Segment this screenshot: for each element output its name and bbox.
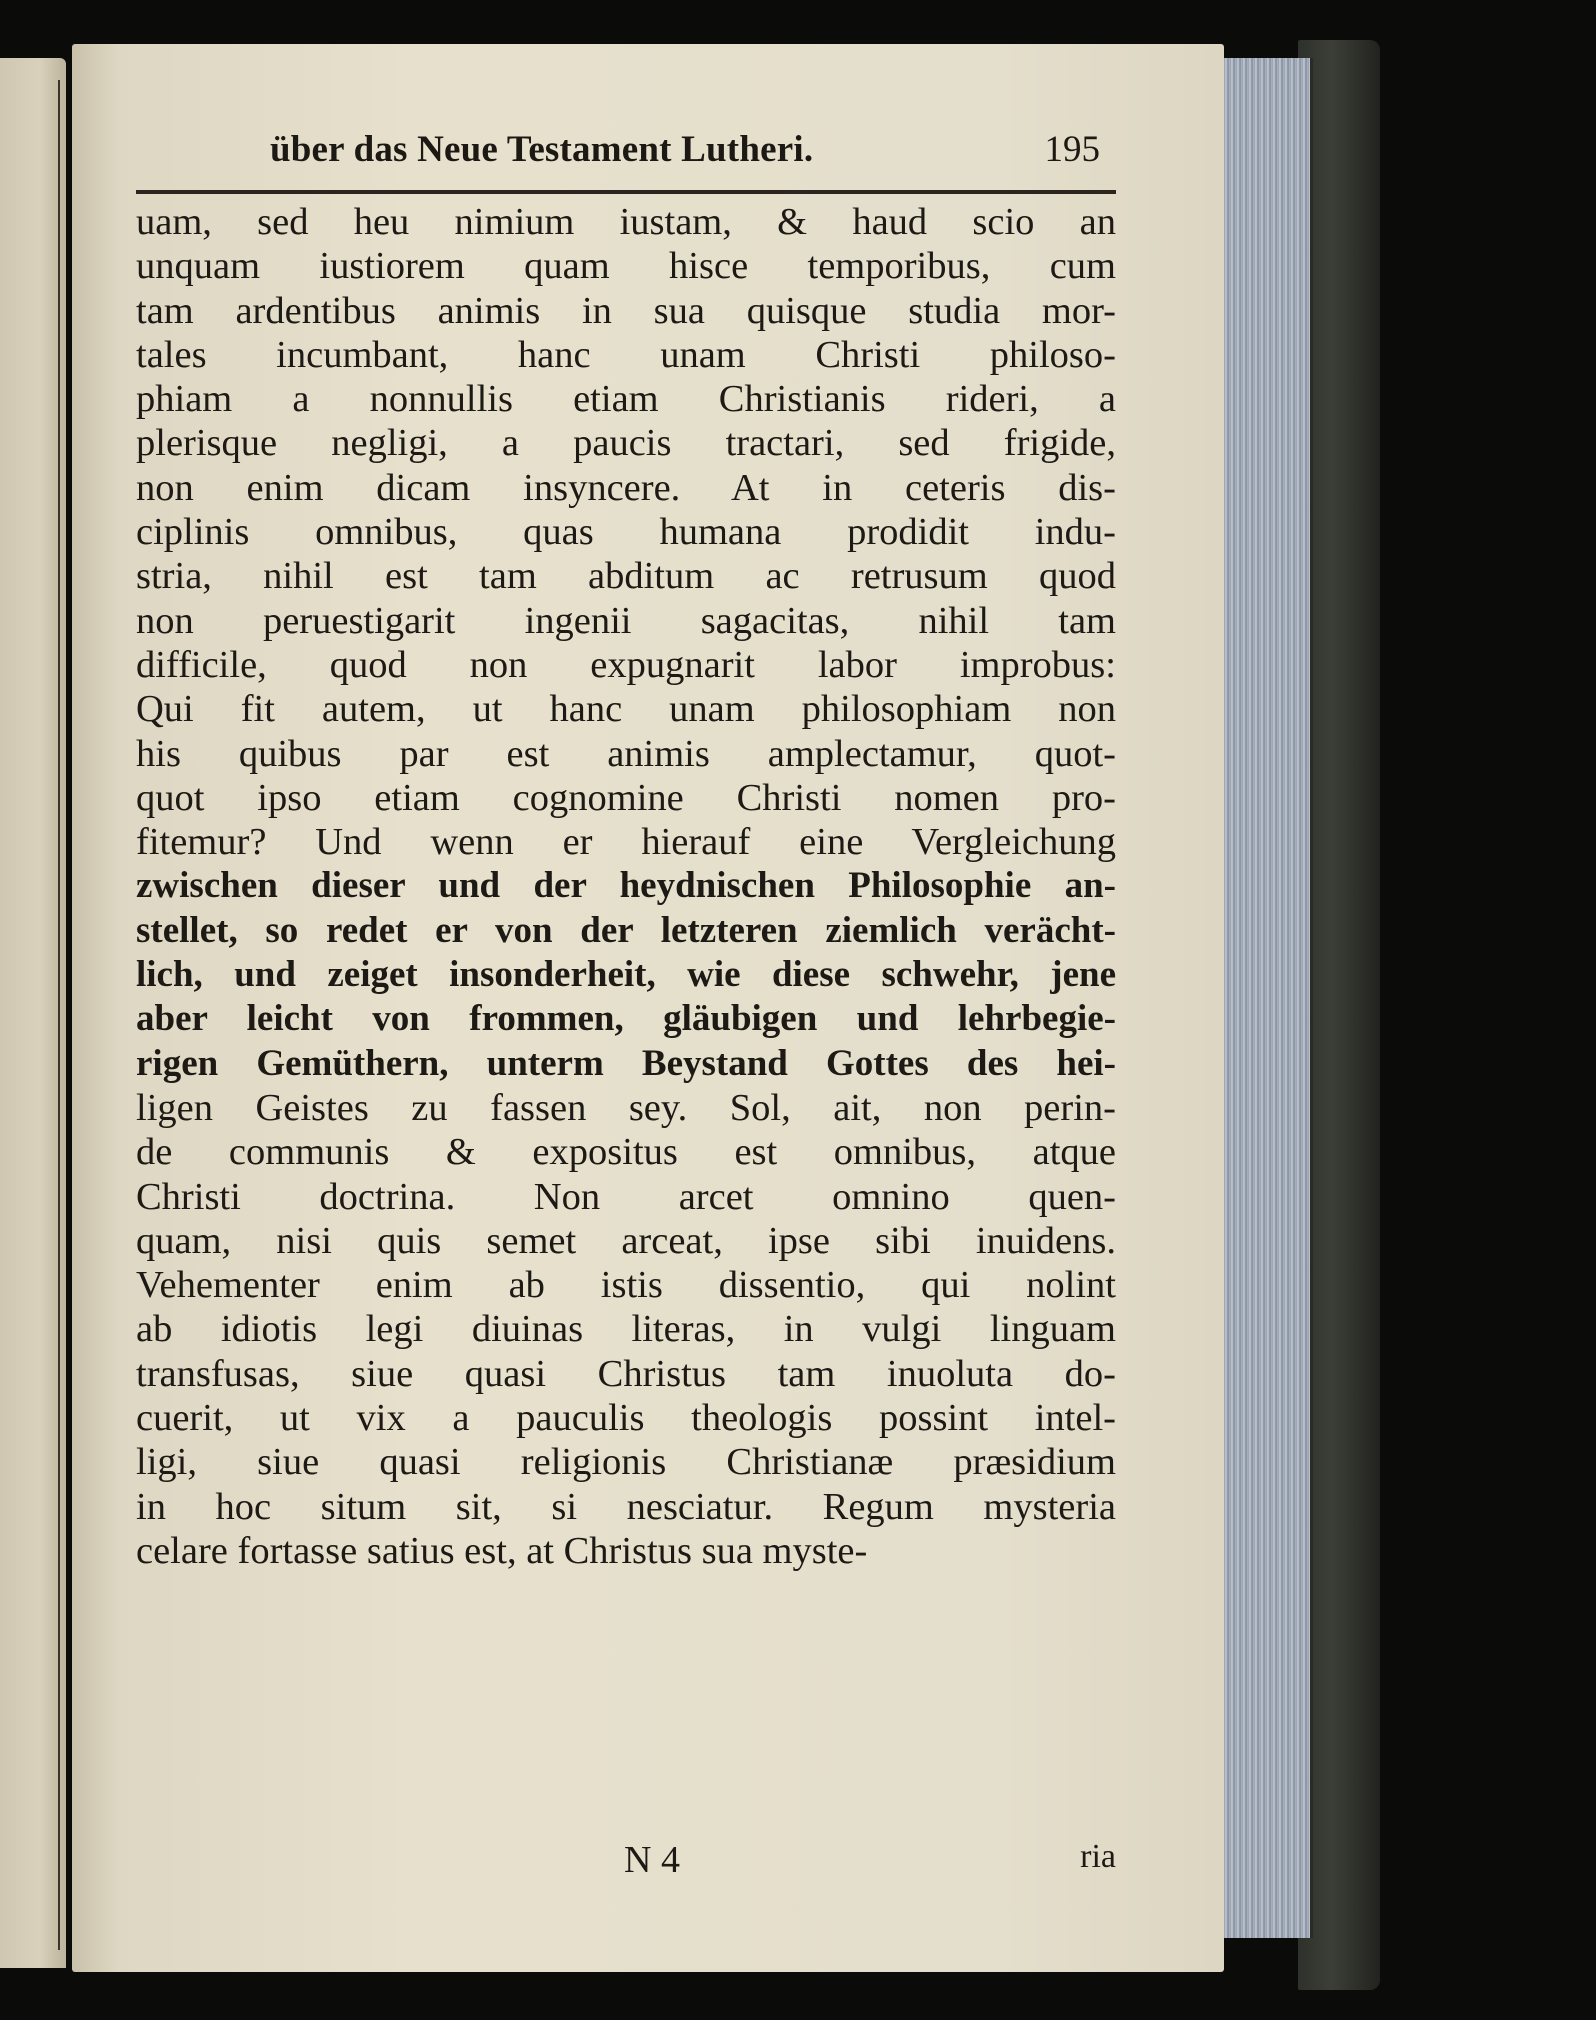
text-line: phiam a nonnullis etiam Christianis rideri, a xyxy=(136,378,1116,421)
text-line: stria, nihil est tam abditum ac retrusum quod xyxy=(136,555,1116,598)
body-text xyxy=(136,200,1116,1573)
text-line: Vehementer enim ab istis dissentio, qui nolint xyxy=(136,1264,1116,1307)
text-line: quot ipso etiam cognomine Christi nomen pro- xyxy=(136,776,1116,819)
text-line: transfusas, siue quasi Christus tam inuoluta do- xyxy=(136,1352,1116,1395)
text-line: aber leicht von frommen, gläubigen und lehrbegie- xyxy=(136,998,1116,1040)
text-line: de communis & expositus est omnibus, atque xyxy=(136,1131,1116,1174)
text-line: his quibus par est animis amplectamur, quot- xyxy=(136,732,1116,775)
text-line: ab idiotis legi diuinas literas, in vulgi linguam xyxy=(136,1308,1116,1351)
text-line: tales incumbant, hanc unam Christi philoso- xyxy=(136,333,1116,376)
text-line: cuerit, ut vix a pauculis theologis possint intel- xyxy=(136,1397,1116,1440)
facing-page-edge xyxy=(0,58,66,1968)
page-stack-edge xyxy=(1224,58,1313,1938)
signature-mark: N 4 xyxy=(624,1839,680,1881)
header-rule xyxy=(136,190,1116,194)
text-line: uam, sed heu nimium iustam, & haud scio an xyxy=(136,201,1116,243)
text-line: difficile, quod non expugnarit labor improbus: xyxy=(136,643,1116,686)
page-header xyxy=(270,128,1100,174)
text-line: tam ardentibus animis in sua quisque studia mor- xyxy=(136,289,1116,332)
text-line: non peruestigarit ingenii sagacitas, nihil tam xyxy=(136,599,1116,642)
gutter-shadow xyxy=(58,80,60,1950)
page-footer xyxy=(136,1838,1116,1888)
text-line: quam, nisi quis semet arceat, ipse sibi inuidens. xyxy=(136,1219,1116,1262)
catchword: ria xyxy=(1080,1838,1116,1875)
text-line: ciplinis omnibus, quas humana prodidit indu- xyxy=(136,511,1116,554)
text-line: plerisque negligi, a paucis tractari, sed frigide, xyxy=(136,422,1116,465)
text-line: lich, und zeiget insonderheit, wie diese schwehr, jene xyxy=(136,954,1116,996)
text-line: in hoc situm sit, si nesciatur. Regum mysteria xyxy=(136,1485,1116,1528)
text-line: celare fortasse satius est, at Christus sua myste- xyxy=(136,1529,868,1572)
page-number: 195 xyxy=(1044,129,1100,170)
text-line: ligi, siue quasi religionis Christianæ præsidium xyxy=(136,1441,1116,1484)
text-line: zwischen dieser und der heydnischen Philosophie an- xyxy=(136,865,1116,907)
text-line: Qui fit autem, ut hanc unam philosophiam non xyxy=(136,688,1116,731)
text-line: stellet, so redet er von der letzteren ziemlich verächt- xyxy=(136,909,1116,951)
text-line: rigen Gemüthern, unterm Beystand Gottes des hei- xyxy=(136,1042,1116,1084)
running-head: über das Neue Testament Lutheri. xyxy=(270,129,814,170)
text-line: ligen Geistes zu fassen sey. Sol, ait, non perin- xyxy=(136,1086,1116,1129)
text-line: fitemur? Und wenn er hierauf eine Vergleichung xyxy=(136,821,1116,864)
text-line: unquam iustiorem quam hisce temporibus, cum xyxy=(136,245,1116,288)
text-line: Christi doctrina. Non arcet omnino quen- xyxy=(136,1175,1116,1218)
text-line: non enim dicam insyncere. At in ceteris dis- xyxy=(136,466,1116,509)
